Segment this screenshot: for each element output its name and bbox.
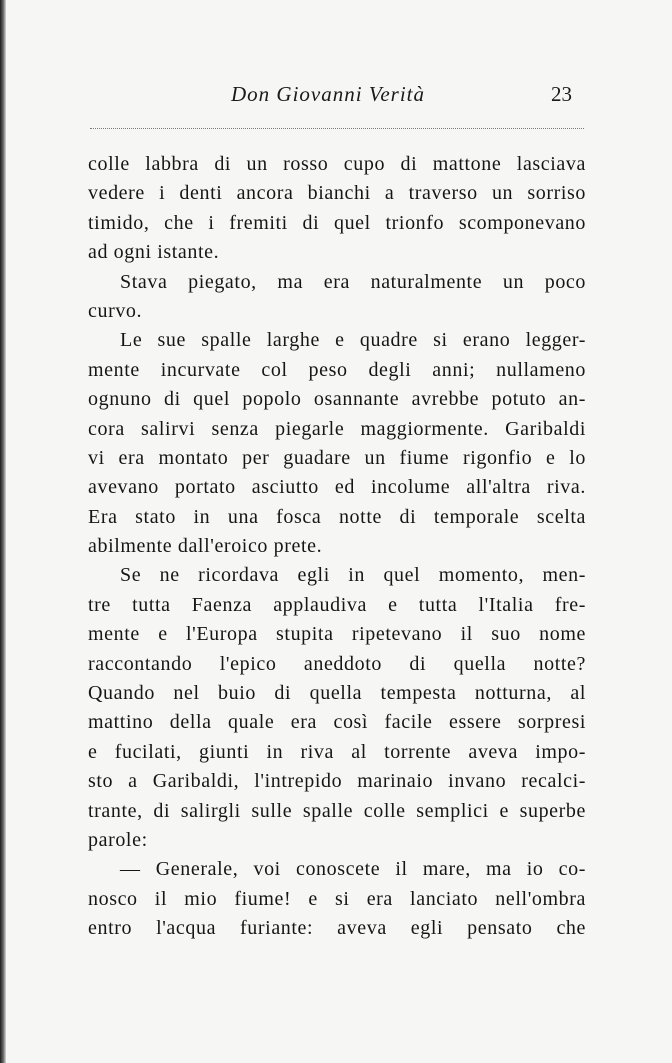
text-line: nosco il mio fiume! e si era lanciato nell'ombra: [88, 887, 586, 910]
text-line: Se ne ricordava egli in quel momento, men-: [120, 564, 586, 587]
running-head: [86, 78, 586, 118]
text-line: timido, che i fremiti di quel trionfo scomponevano: [88, 211, 586, 234]
text-line: Le sue spalle larghe e quadre si erano legger-: [120, 329, 586, 352]
text-line: ognuno di quel popolo osannante avrebbe potuto an-: [88, 388, 586, 411]
text-line: mente e l'Europa stupita ripetevano il suo nome: [88, 623, 586, 646]
text-line: mente incurvate col peso degli anni; nullameno: [88, 358, 586, 381]
text-line: vi era montato per guadare un fiume rigonfio e lo: [88, 446, 586, 469]
header-rule: [90, 128, 584, 129]
text-line: parole:: [88, 828, 148, 851]
text-line: Era stato in una fosca notte di temporale scelta: [88, 505, 586, 528]
text-line: trante, di salirgli sulle spalle colle semplici e superbe: [88, 799, 586, 822]
text-line: mattino della quale era così facile essere sorpresi: [88, 711, 586, 734]
page-binding-edge: [0, 0, 6, 1063]
text-line: colle labbra di un rosso cupo di mattone lasciava: [88, 153, 586, 175]
text-line: entro l'acqua furiante: aveva egli pensato che: [88, 917, 586, 940]
text-line: cora salirvi senza piegarle maggiormente. Garibaldi: [88, 417, 586, 440]
text-line: curvo.: [88, 299, 143, 322]
text-line: e fucilati, giunti in riva al torrente aveva impo-: [88, 740, 586, 763]
page-number: 23: [551, 82, 572, 106]
text-line: vedere i denti ancora bianchi a traverso un sorriso: [88, 182, 586, 205]
text-line: raccontando l'epico aneddoto di quella notte?: [88, 652, 586, 675]
text-line: — Generale, voi conoscete il mare, ma io co-: [120, 858, 586, 881]
text-line: abilmente dall'eroico prete.: [88, 535, 323, 558]
text-line: ad ogni istante.: [88, 241, 220, 264]
text-line: tre tutta Faenza applaudiva e tutta l'Italia fre-: [88, 593, 586, 616]
body-text: [88, 150, 586, 944]
text-line: Quando nel buio di quella tempesta notturna, al: [88, 682, 586, 705]
text-line: Stava piegato, ma era naturalmente un poco: [120, 270, 586, 293]
running-title: Don Giovanni Verità: [231, 82, 425, 106]
text-line: sto a Garibaldi, l'intrepido marinaio invano recalci-: [88, 770, 586, 793]
text-line: avevano portato asciutto ed incolume all'altra riva.: [88, 476, 586, 499]
